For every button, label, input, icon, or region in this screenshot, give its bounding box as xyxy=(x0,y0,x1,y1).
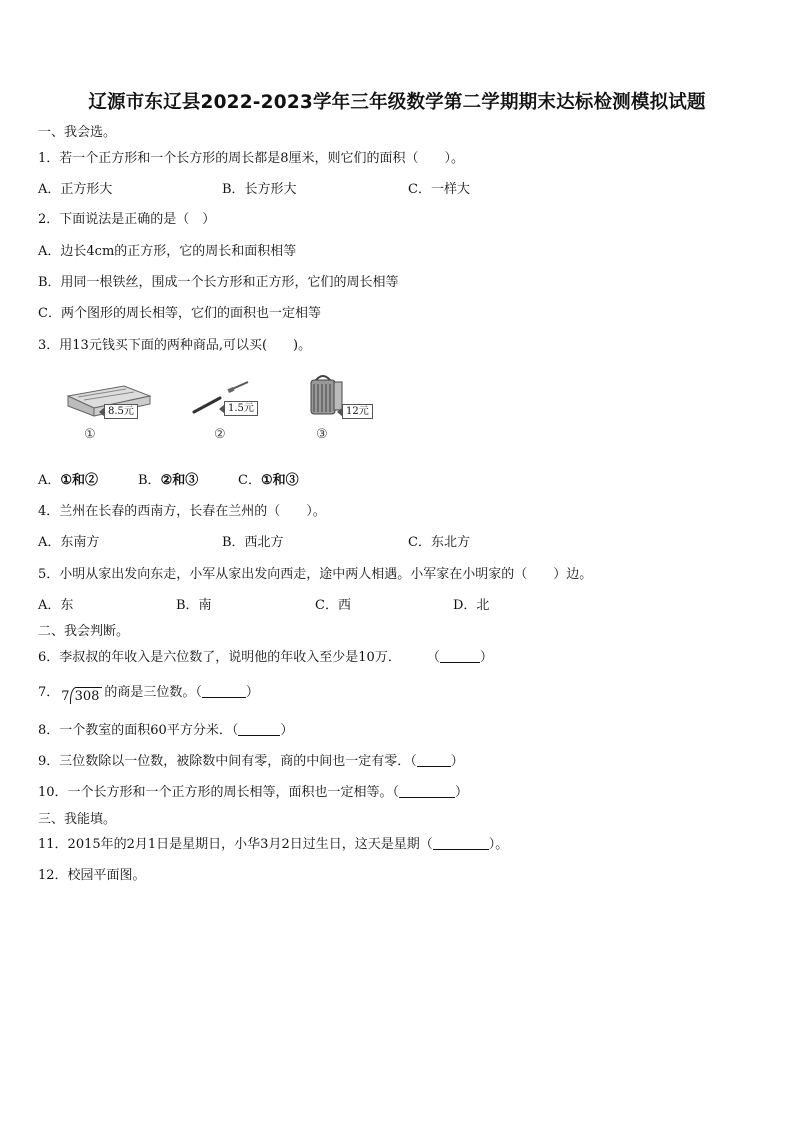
q1-option-a: A．正方形大 xyxy=(38,182,113,197)
q6-answer-blank[interactable] xyxy=(440,649,480,663)
q7-dividend: 308 xyxy=(70,687,103,704)
q7-divisor: 7 xyxy=(61,689,70,704)
q6-paren-right: ） xyxy=(479,650,493,665)
q4-option-c: C．东北方 xyxy=(408,535,470,550)
q8-answer-blank[interactable] xyxy=(238,722,280,736)
section-choose: 一、我会选。 xyxy=(38,125,117,140)
item-label-2: ② xyxy=(214,427,226,442)
q9-answer-blank[interactable] xyxy=(417,753,451,767)
price-tag-1: 8.5元 xyxy=(104,404,138,419)
question-10 xyxy=(38,781,468,800)
long-division-symbol xyxy=(61,687,102,704)
q11-text: 11．2015年的2月1日是星期日，小华3月2日过生日，这天是星期（ xyxy=(38,837,433,852)
q5-option-b: B．南 xyxy=(176,598,212,613)
q7-answer-blank[interactable] xyxy=(202,684,246,698)
q10-paren-right: ） xyxy=(455,785,469,800)
question-6 xyxy=(38,646,493,665)
question-9 xyxy=(38,750,464,769)
q3-option-c-prefix: C． xyxy=(238,473,261,488)
question-8 xyxy=(38,719,293,738)
question-1: 1．若一个正方形和一个长方形的周长都是8厘米，则它们的面积（ ）。 xyxy=(38,151,465,166)
question-4: 4．兰州在长春的西南方，长春在兰州的（ ）。 xyxy=(38,504,326,519)
q1-option-b: B．长方形大 xyxy=(222,182,297,197)
q3-option-a-value: ①和② xyxy=(60,473,99,488)
q8-text: 8．一个教室的面积60平方分米．（ xyxy=(38,723,239,738)
q3-option-a-prefix: A． xyxy=(38,473,61,488)
item-label-1: ① xyxy=(84,427,96,442)
q9-paren-right: ） xyxy=(450,754,464,769)
q5-option-d: D．北 xyxy=(453,598,490,613)
q11-answer-blank[interactable] xyxy=(433,836,489,850)
q7-text: 的商是三位数。（ xyxy=(104,685,202,700)
question-5: 5．小明从家出发向东走，小军从家出发向西走，途中两人相遇。小军家在小明家的（ ）边。 xyxy=(38,567,593,582)
q2-option-c: C．两个图形的周长相等，它们的面积也一定相等 xyxy=(38,306,321,321)
q2-option-b: B．用同一根铁丝，围成一个长方形和正方形，它们的周长相等 xyxy=(38,275,399,290)
question-7 xyxy=(38,681,259,704)
q2-option-a: A．边长4cm的正方形，它的周长和面积相等 xyxy=(38,244,297,259)
q7-paren-right: ） xyxy=(245,685,259,700)
q6-text: 6．李叔叔的年收入是六位数了，说明他的年收入至少是10万． xyxy=(38,650,401,665)
question-3: 3．用13元钱买下面的两种商品,可以买( )。 xyxy=(38,338,312,353)
q4-option-b: B．西北方 xyxy=(222,535,284,550)
q7-number: 7． xyxy=(38,685,60,700)
goods-illustration xyxy=(60,372,400,444)
q3-option-b-prefix: B． xyxy=(138,473,161,488)
q3-option-c-value: ①和③ xyxy=(260,473,299,488)
q5-option-a: A．东 xyxy=(38,598,74,613)
q4-option-a: A．东南方 xyxy=(38,535,100,550)
q5-option-c: C．西 xyxy=(315,598,351,613)
q8-paren-right: ） xyxy=(280,723,294,738)
question-12: 12．校园平面图。 xyxy=(38,868,146,883)
question-11 xyxy=(38,833,508,852)
section-fill: 三、我能填。 xyxy=(38,812,117,827)
q3-option-c xyxy=(238,469,299,488)
q10-text: 10．一个长方形和一个正方形的周长相等，面积也一定相等。（ xyxy=(38,785,400,800)
question-2: 2．下面说法是正确的是（ ） xyxy=(38,212,216,227)
item-label-3: ③ xyxy=(316,427,328,442)
q3-option-b-value: ②和③ xyxy=(160,473,199,488)
page-title: 辽源市东辽县2022-2023学年三年级数学第二学期期末达标检测模拟试题 xyxy=(88,92,706,113)
q11-paren-right: ）。 xyxy=(488,837,509,852)
q10-answer-blank[interactable] xyxy=(399,784,455,798)
price-tag-2: 1.5元 xyxy=(224,401,258,416)
q3-option-a xyxy=(38,469,98,488)
q6-paren-left: （ xyxy=(426,650,440,665)
q3-option-b xyxy=(138,469,198,488)
q1-option-c: C．一样大 xyxy=(408,182,470,197)
price-tag-3: 12元 xyxy=(342,404,373,419)
q9-text: 9．三位数除以一位数，被除数中间有零，商的中间也一定有零．（ xyxy=(38,754,417,769)
section-judge: 二、我会判断。 xyxy=(38,624,130,639)
